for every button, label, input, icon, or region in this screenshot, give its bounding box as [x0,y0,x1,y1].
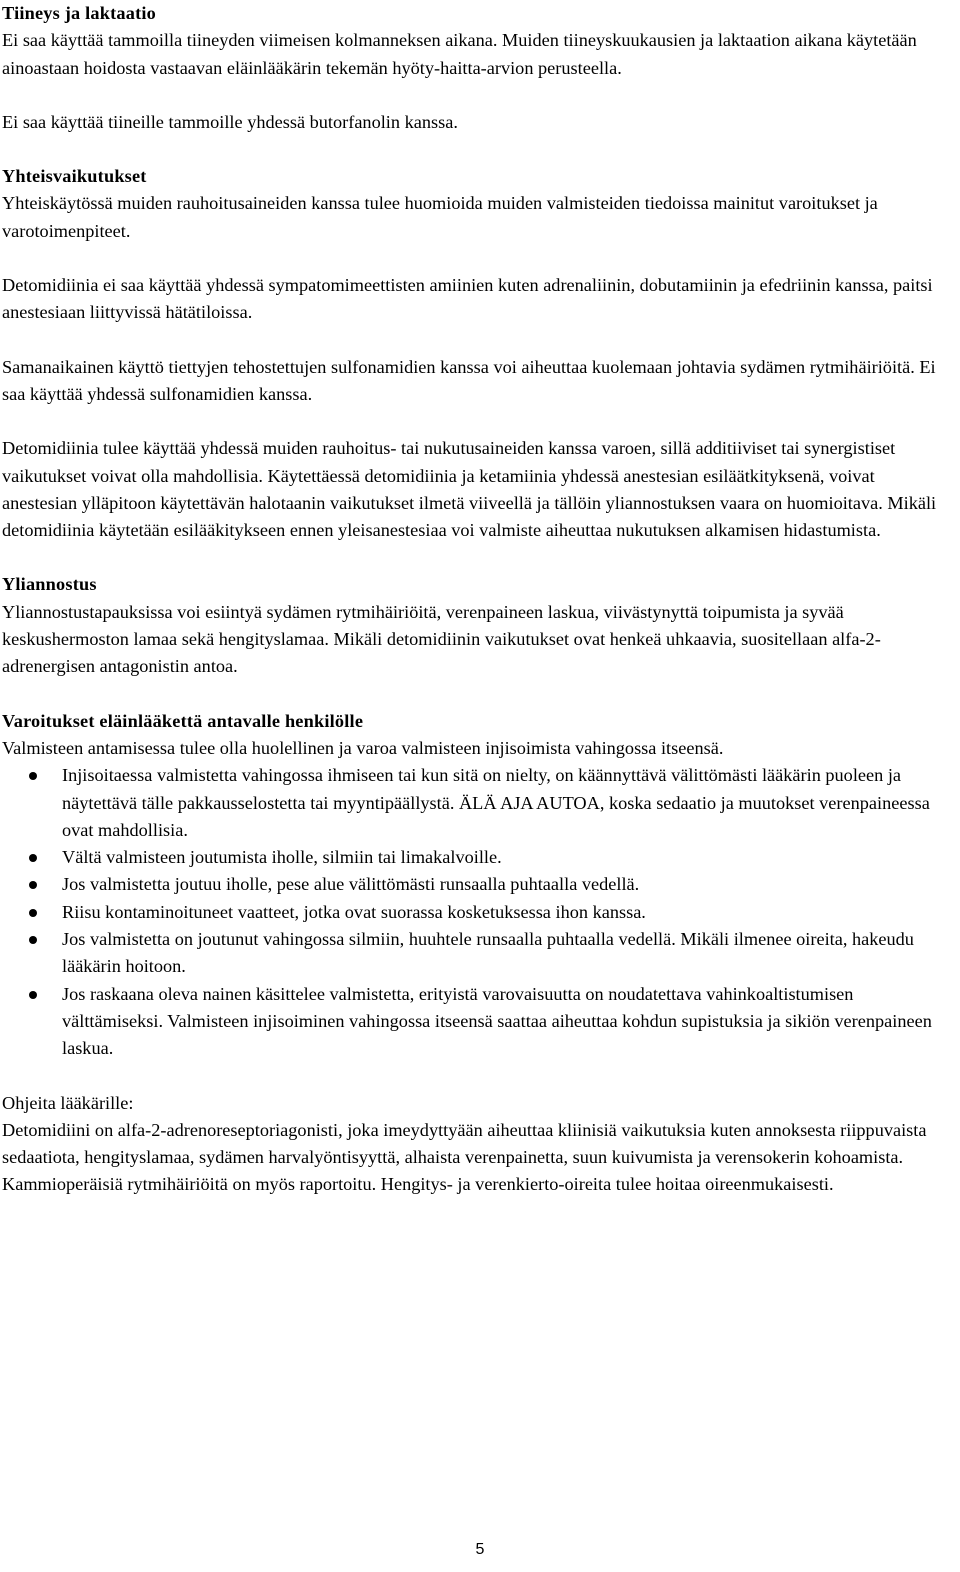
bullet-icon [29,909,37,917]
heading-pregnancy: Tiineys ja laktaatio [2,3,156,23]
paragraph-interactions-1: Yhteiskäytössä muiden rauhoitusaineiden kanssa tulee huomioida muiden valmisteiden tiedoissa mainitut varoitukset ja varotoimenpiteet. [2,193,878,241]
bullet-icon [29,936,37,944]
list-item-text: Jos raskaana oleva nainen käsittelee valmistetta, erityistä varovaisuutta on noudatettava vahinkoaltistumisen välttämiseksi. Valmisteen injisoiminen vahingossa itseensä saattaa aiheuttaa kohdun supistuksia ja sikiön verenpaineen laskua. [62,983,932,1059]
page-number: 5 [475,1541,485,1558]
bullet-icon [29,881,37,889]
list-item [62,844,954,871]
heading-interactions: Yhteisvaikutukset [2,166,147,187]
warnings-list [2,762,954,1062]
bullet-icon [29,854,37,862]
paragraph-overdose-1: Yliannostustapauksissa voi esiintyä sydämen rytmihäiriöitä, verenpaineen laskua, viivästynyttä toipumista ja syvää keskushermoston lamaa sekä hengityslamaa. Mikäli detomidiinin vaikutukset ovat henkeä uhkaavia, suositellaan alfa-2-adrenergisen antagonistin antoa. [2,601,881,677]
paragraph-interactions-2: Detomidiinia ei saa käyttää yhdessä sympatomimeettisten amiinien kuten adrenaliinin, dobutamiinin ja efedriinin kanssa, paitsi anestesiaan liittyvissä hätätiloissa. [2,275,933,323]
list-item [62,899,954,926]
paragraph-pregnancy-2: Ei saa käyttää tiineille tammoille yhdessä butorfanolin kanssa. [2,111,458,132]
paragraph-doctors-1: Detomidiini on alfa-2-adrenoreseptoriagonisti, joka imeydyttyään aiheuttaa kliinisiä vaikutuksia kuten annoksesta riippuvaista sedaatiota, hengityslamaa, sydämen harvalyöntisyyttä, alhaista verenpainetta, suun kuivumista ja verensokerin kohoamista. Kammioperäisiä rytmihäiriöitä on myös raportoitu. Hengitys- ja verenkierto-oireita tulee hoitaa oireenmukaisesti. [2,1119,927,1195]
list-item [62,871,954,898]
heading-doctors: Ohjeita lääkärille: [2,1092,134,1113]
bullet-icon [29,991,37,999]
list-item [62,926,954,981]
paragraph-interactions-4: Detomidiinia tulee käyttää yhdessä muiden rauhoitus- tai nukutusaineiden kanssa varoen, sillä additiiviset tai synergistiset vaikutukset voivat olla mahdollisia. Käytettäessä detomidiinia ja ketamiinia yhdessä anestesian esiläätkityksenä, voivat anestesian ylläpitoon käytettävän halotaanin vaikutukset ilmetä viiveellä ja tällöin yliannostuksen vaara on huomioitava. Mikäli detomidiinia käytetään esilääkitykseen ennen yleisanestesiaa voi valmiste aiheuttaa nukutuksen alkamisen hidastumista. [2,438,937,541]
heading-warnings: Varoitukset eläinlääkettä antavalle henkilölle [2,710,364,731]
list-item-text: Riisu kontaminoituneet vaatteet, jotka ovat suorassa kosketuksessa ihon kanssa. [62,901,646,922]
list-item [62,762,954,844]
heading-overdose: Yliannostus [2,574,97,595]
list-item-text: Jos valmistetta on joutunut vahingossa silmiin, huuhtele runsaalla puhtaalla vedellä. Mikäli ilmenee oireita, hakeudu lääkärin hoitoon. [62,929,914,977]
paragraph-pregnancy-1: Ei saa käyttää tammoilla tiineyden viimeisen kolmanneksen aikana. Muiden tiineyskuukausien ja laktaation aikana käytetään ainoastaan hoidosta vastaavan eläinlääkärin tekemän hyöty-haitta-arvion perusteella. [2,30,917,78]
list-item-text: Jos valmistetta joutuu iholle, pese alue välittömästi runsaalla puhtaalla vedellä. [62,874,640,895]
document-page [2,0,954,1199]
list-item-text: Injisoitaessa valmistetta vahingossa ihmiseen tai kun sitä on nielty, on käännyttävä välittömästi lääkärin puoleen ja näytettävä tälle pakkausselostetta tai myyntipäällystä. ÄLÄ AJA AUTOA, koska sedaatio ja muutokset verenpaineessa ovat mahdollisia. [62,765,930,840]
bullet-icon [29,772,37,780]
list-item-text: Vältä valmisteen joutumista iholle, silmiin tai limakalvoille. [62,847,502,868]
list-item [62,981,954,1063]
paragraph-interactions-3: Samanaikainen käyttö tiettyjen tehostettujen sulfonamidien kanssa voi aiheuttaa kuolemaan johtavia sydämen rytmihäiriöitä. Ei saa käyttää yhdessä sulfonamidien kanssa. [2,356,936,404]
paragraph-warnings-intro: Valmisteen antamisessa tulee olla huolellinen ja varoa valmisteen injisoimista vahingossa itseensä. [2,737,724,758]
